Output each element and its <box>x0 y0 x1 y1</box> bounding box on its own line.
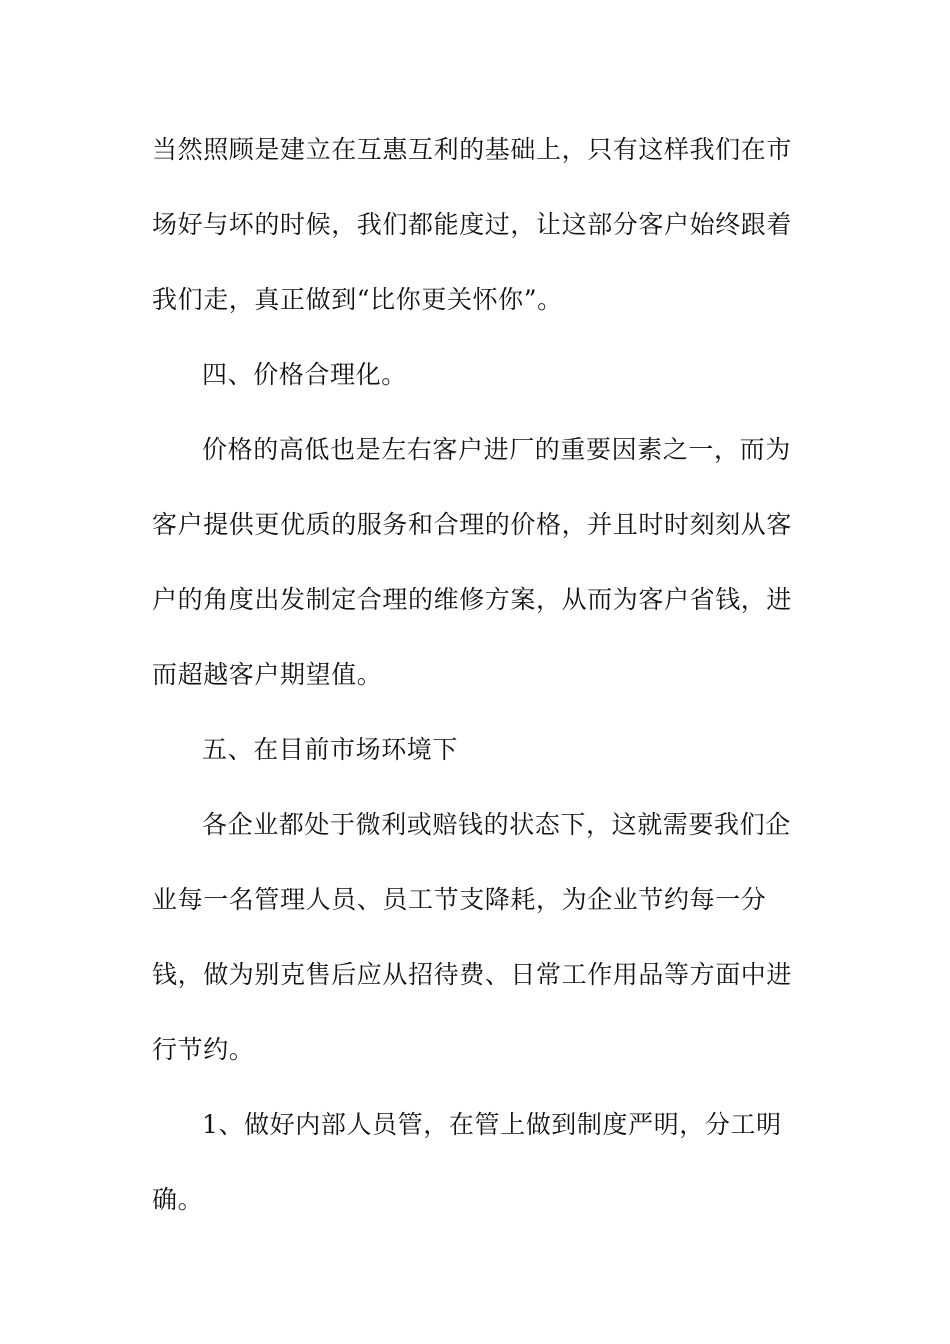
paragraph-line: 钱，做为别克售后应从招待费、日常工作用品等方面中进 <box>152 960 793 989</box>
paragraph-line: 客户提供更优质的服务和合理的价格，并且时时刻刻从客 <box>152 510 793 539</box>
paragraph-line: 户的角度出发制定合理的维修方案，从而为客户省钱，进 <box>152 585 793 614</box>
numbered-item: 1、做好内部人员管，在管上做到制度严明，分工明 <box>202 1110 782 1139</box>
paragraph-line: 业每一名管理人员、员工节支降耗，为企业节约每一分 <box>152 885 767 914</box>
paragraph-line: 而超越客户期望值。 <box>152 660 383 689</box>
paragraph-line: 行节约。 <box>152 1035 255 1064</box>
paragraph-line: 当然照顾是建立在互惠互利的基础上，只有这样我们在市 <box>152 135 793 164</box>
section-heading: 五、在目前市场环境下 <box>202 735 459 764</box>
paragraph-line: 价格的高低也是左右客户进厂的重要因素之一，而为 <box>202 435 791 464</box>
paragraph-line: 各企业都处于微利或赔钱的状态下，这就需要我们企 <box>202 810 791 839</box>
paragraph-line: 确。 <box>152 1185 204 1214</box>
section-heading: 四、价格合理化。 <box>202 360 407 389</box>
paragraph-line: 场好与坏的时候，我们都能度过，让这部分客户始终跟着 <box>152 210 793 239</box>
paragraph-line: 我们走，真正做到“比你更关怀你”。 <box>152 285 563 314</box>
